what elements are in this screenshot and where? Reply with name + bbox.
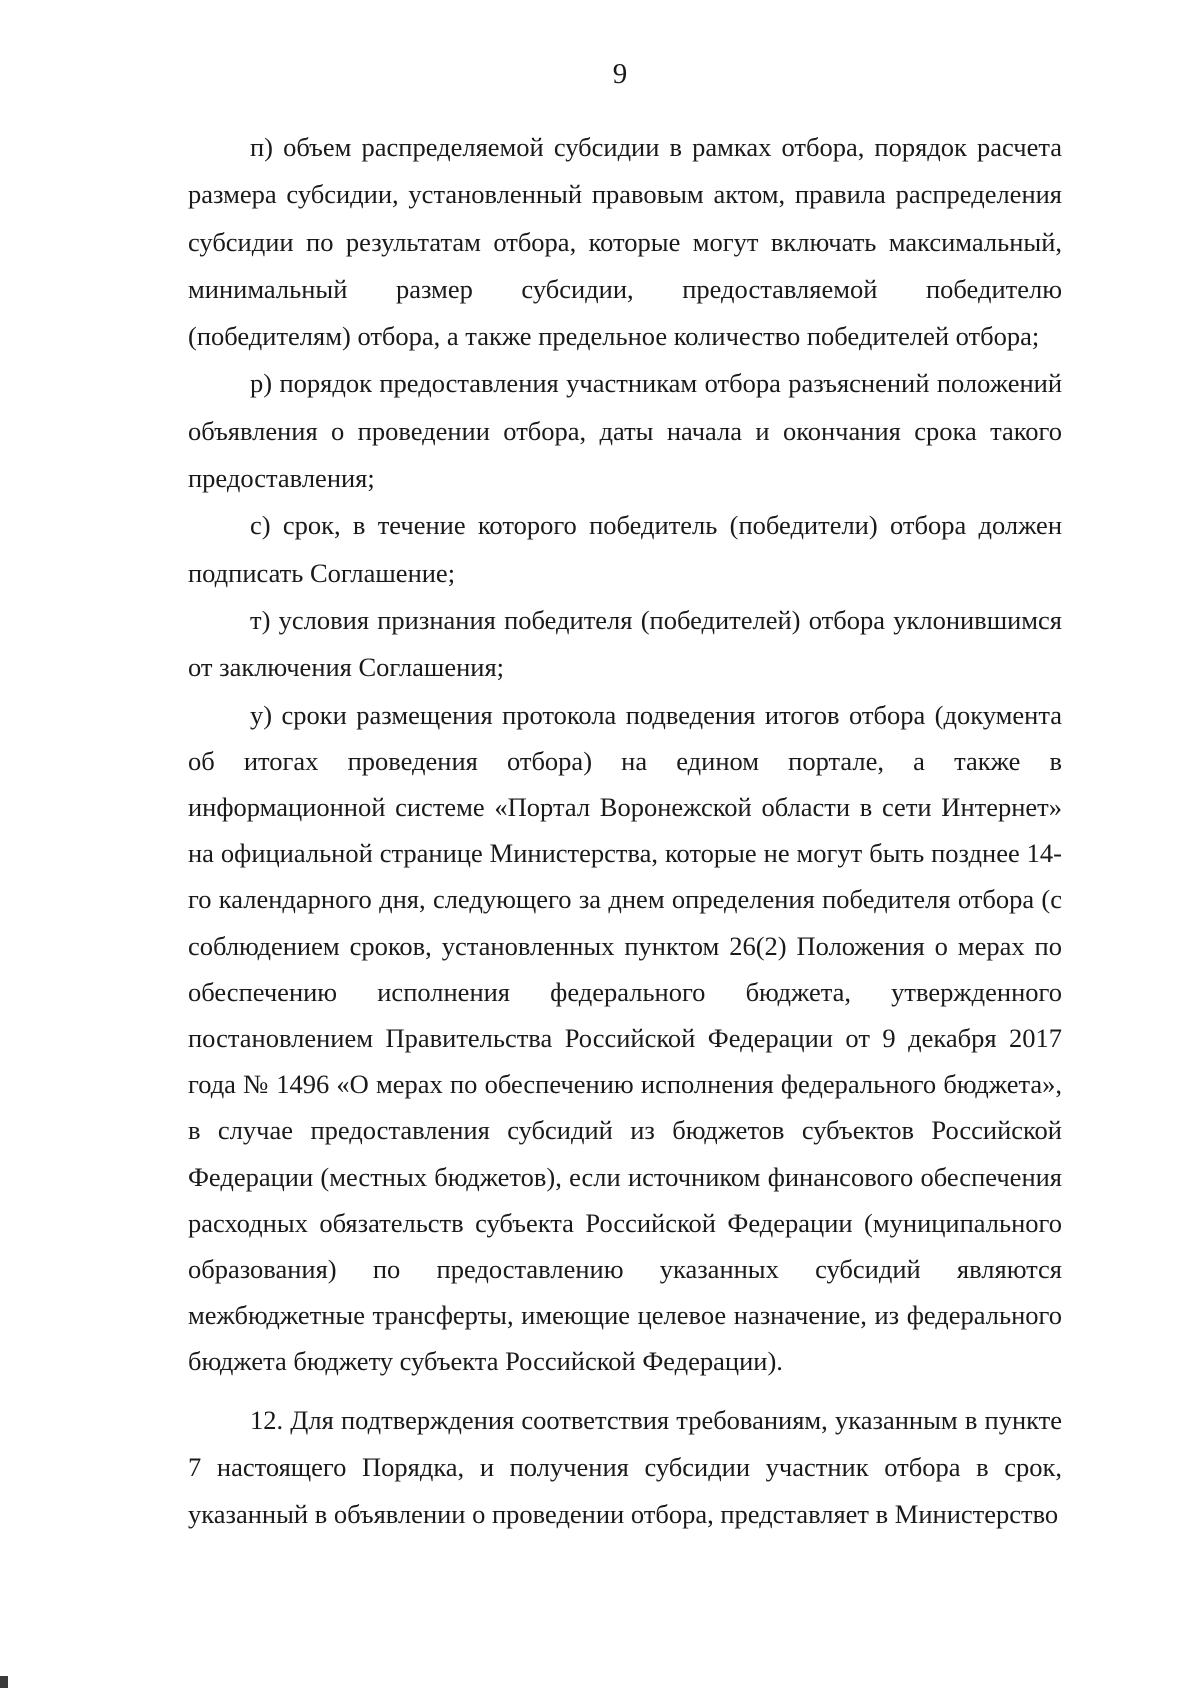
page-number: 9	[612, 58, 628, 90]
scan-edge-mark	[0, 1676, 8, 1688]
paragraph-s: с) срок, в течение которого победитель (победители) отбора должен подписать Соглашение;	[188, 510, 1062, 588]
paragraph-t: т) условия признания победителя (победителей) отбора уклонившимся от заключения Соглашения;	[188, 604, 1062, 683]
paragraph-r: р) порядок предоставления участникам отбора разъяснений положений объявления о проведении отбора, даты начала и окончания срока такого предоставления;	[188, 368, 1062, 494]
paragraph-u: у) сроки размещения протокола подведения итогов отбора (документа об итогах проведения отбора) на едином портале, а также в информационной системе «Портал Воронежской области в сети Интернет» на официальной странице Министерства, которые не могут быть позднее 14-го календарного дня, следующего за днем определения победителя отбора (с соблюдением сроков, установленных пунктом 26(2) Положения о мерах по обеспечению исполнения федерального бюджета, утвержденного постановлением Правительства Российской Федерации от 9 декабря 2017 года № 1496 «О мерах по обеспечению исполнения федерального бюджета», в случае предоставления субсидий из бюджетов субъектов Российской Федерации (местных бюджетов), если источником финансового обеспечения расходных обязательств субъекта Российской Федерации (муниципального образования) по предоставлению указанных субсидий являются межбюджетные трансферты, имеющие целевое назначение, из федерального бюджета бюджету субъекта Российской Федерации).	[188, 699, 1062, 1377]
paragraph-clause-12: 12. Для подтверждения соответствия требованиям, указанным в пункте 7 настоящего Порядка, и получения субсидии участник отбора в срок, указанный в объявлении о проведении отбора, представляет в Министерство	[188, 1404, 1062, 1530]
paragraph-p: п) объем распределяемой субсидии в рамках отбора, порядок расчета размера субсидии, установленный правовым актом, правила распределения субсидии по результатам отбора, которые могут включать максимальный, минимальный размер субсидии, предоставляемой победителю (победителям) отбора, а также предельное количество победителей отбора;	[188, 132, 1062, 352]
document-body	[188, 124, 1062, 1539]
